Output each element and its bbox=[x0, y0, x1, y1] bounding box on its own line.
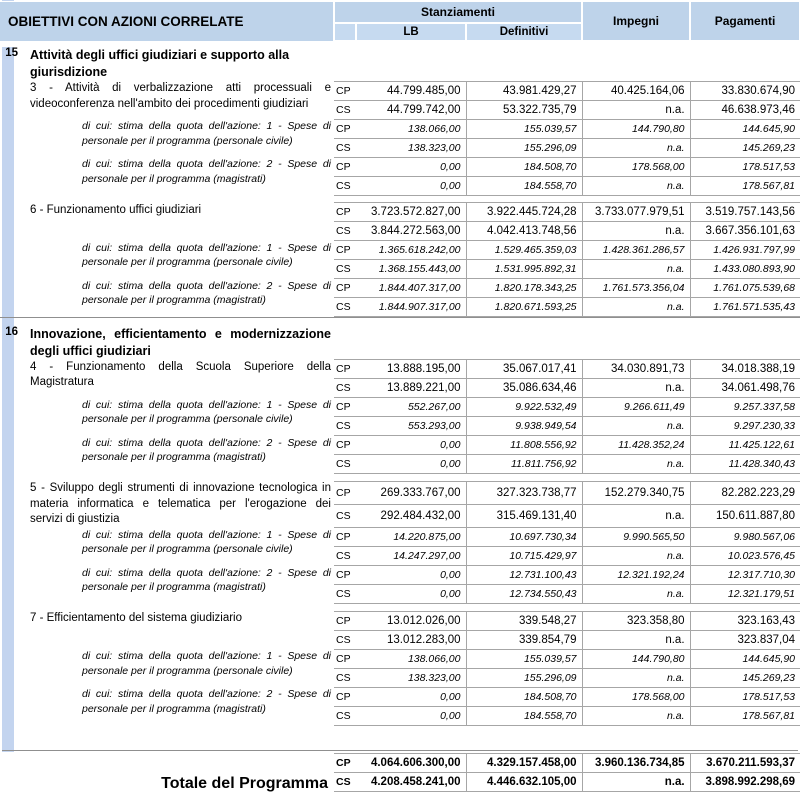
row-number-spacer bbox=[0, 81, 22, 119]
sub-item-text: di cui: stima della quota dell'azione: 1 - Spese di personale per il programma (personale civile) bbox=[82, 528, 331, 555]
value-cell: 11.811.756,92 bbox=[466, 455, 582, 474]
action-title bbox=[22, 611, 334, 649]
value-cell: n.a. bbox=[582, 417, 690, 436]
total-number-spacer bbox=[0, 754, 22, 792]
value-cell: 11.428.352,24 bbox=[582, 436, 690, 455]
value-cell: 12.321.179,51 bbox=[690, 585, 800, 604]
value-cell: 3.519.757.143,56 bbox=[690, 203, 800, 222]
value-cell: n.a. bbox=[582, 668, 690, 687]
sub-item-title bbox=[22, 157, 334, 195]
value-cell: 339.548,27 bbox=[466, 611, 582, 630]
value-cell: n.a. bbox=[582, 176, 690, 195]
sub-item-title bbox=[22, 119, 334, 157]
sub-item-text: di cui: stima della quota dell'azione: 2 - Spese di personale per il programma (magistrati) bbox=[82, 436, 331, 463]
spacer-cell bbox=[0, 740, 800, 747]
value-cell: 1.844.407.317,00 bbox=[356, 279, 466, 298]
cp-cs-label: CP bbox=[334, 119, 356, 138]
spacer-cell bbox=[0, 604, 800, 611]
value-cell: 0,00 bbox=[356, 436, 466, 455]
value-cell: 145.269,23 bbox=[690, 668, 800, 687]
cp-cs-label: CP bbox=[334, 81, 356, 100]
value-cell: 3.922.445.724,28 bbox=[466, 203, 582, 222]
value-cell: 0,00 bbox=[356, 706, 466, 725]
value-cell: 34.018.388,19 bbox=[690, 360, 800, 379]
row-number-spacer bbox=[0, 649, 22, 687]
sub-item-title bbox=[22, 528, 334, 566]
section-title bbox=[22, 47, 334, 81]
row-number-spacer bbox=[0, 481, 22, 528]
cp-cs-label: CP bbox=[334, 157, 356, 176]
table-row bbox=[0, 528, 800, 547]
header-pagamenti: Pagamenti bbox=[690, 1, 800, 41]
row-number-spacer bbox=[0, 279, 22, 317]
sub-item-text: di cui: stima della quota dell'azione: 2 - Spese di personale per il programma (magistrati) bbox=[82, 566, 331, 593]
cp-cs-label: CP bbox=[334, 481, 356, 504]
section-header-row bbox=[0, 47, 800, 81]
sub-item-text: di cui: stima della quota dell'azione: 1 - Spese di personale per il programma (personale civile) bbox=[82, 650, 331, 677]
value-cell: 1.531.995.892,31 bbox=[466, 260, 582, 279]
table-header bbox=[0, 1, 800, 41]
spacer-cell bbox=[0, 318, 800, 326]
row-number-spacer bbox=[0, 687, 22, 725]
cp-cs-label: CS bbox=[334, 773, 356, 792]
value-cell: 12.321.192,24 bbox=[582, 566, 690, 585]
value-cell: 1.761.075.539,68 bbox=[690, 279, 800, 298]
action-title bbox=[22, 203, 334, 241]
row-number-spacer bbox=[0, 436, 22, 474]
value-cell: 1.426.931.797,99 bbox=[690, 241, 800, 260]
value-cell: 1.820.178.343,25 bbox=[466, 279, 582, 298]
value-cell: 138.066,00 bbox=[356, 119, 466, 138]
cp-cs-label: CS bbox=[334, 585, 356, 604]
value-cell: 9.938.949,54 bbox=[466, 417, 582, 436]
row-number-spacer bbox=[0, 203, 22, 241]
header-row-top bbox=[0, 1, 800, 23]
cp-cs-label: CP bbox=[334, 398, 356, 417]
value-cell: 315.469.131,40 bbox=[466, 504, 582, 527]
table-row bbox=[0, 241, 800, 260]
value-cell: 13.889.221,00 bbox=[356, 379, 466, 398]
closer-rule bbox=[334, 792, 800, 793]
value-cell: 144.645,90 bbox=[690, 649, 800, 668]
value-cell: 1.761.571.535,43 bbox=[690, 298, 800, 317]
row-number-spacer bbox=[0, 566, 22, 604]
value-cell: 1.844.907.317,00 bbox=[356, 298, 466, 317]
cp-cs-label: CP bbox=[334, 241, 356, 260]
spacer-cell bbox=[0, 733, 800, 740]
total-gap-1 bbox=[0, 726, 800, 733]
value-cell: 4.064.606.300,00 bbox=[356, 754, 466, 773]
value-cell: 178.517,53 bbox=[690, 687, 800, 706]
value-cell: 53.322.735,79 bbox=[466, 100, 582, 119]
section-header-row bbox=[0, 326, 800, 360]
cp-cs-label: CP bbox=[334, 279, 356, 298]
value-cell: 9.297.230,33 bbox=[690, 417, 800, 436]
value-cell: 3.723.572.827,00 bbox=[356, 203, 466, 222]
value-cell: 0,00 bbox=[356, 585, 466, 604]
value-cell: 1.368.155.443,00 bbox=[356, 260, 466, 279]
cp-cs-label: CS bbox=[334, 668, 356, 687]
value-cell: 1.433.080.893,90 bbox=[690, 260, 800, 279]
value-cell: 184.558,70 bbox=[466, 176, 582, 195]
value-cell: 1.428.361.286,57 bbox=[582, 241, 690, 260]
bottom-rule bbox=[2, 750, 798, 751]
value-cell: 178.568,00 bbox=[582, 157, 690, 176]
value-cell: 144.790,80 bbox=[582, 119, 690, 138]
value-cell: 323.837,04 bbox=[690, 630, 800, 649]
value-cell: 1.365.618.242,00 bbox=[356, 241, 466, 260]
value-cell: 1.761.573.356,04 bbox=[582, 279, 690, 298]
section-pad bbox=[334, 47, 800, 81]
value-cell: 13.888.195,00 bbox=[356, 360, 466, 379]
header-lb: LB bbox=[356, 23, 466, 41]
value-cell: n.a. bbox=[582, 298, 690, 317]
sub-item-title bbox=[22, 241, 334, 279]
spacer-cell bbox=[0, 196, 800, 203]
sub-item-text: di cui: stima della quota dell'azione: 1 - Spese di personale per il programma (personale civile) bbox=[82, 398, 331, 425]
row-number-spacer bbox=[0, 528, 22, 566]
table-row bbox=[0, 611, 800, 630]
value-cell: 1.529.465.359,03 bbox=[466, 241, 582, 260]
cp-cs-label: CS bbox=[334, 706, 356, 725]
section-title-text: Attività degli uffici giudiziari e supporto alla giurisdizione bbox=[30, 48, 290, 79]
table-row bbox=[0, 360, 800, 379]
cp-cs-label: CP bbox=[334, 566, 356, 585]
cp-cs-label: CS bbox=[334, 260, 356, 279]
cp-cs-label: CS bbox=[334, 138, 356, 157]
action-title bbox=[22, 481, 334, 528]
sub-item-title bbox=[22, 566, 334, 604]
table-row bbox=[0, 279, 800, 298]
value-cell: 339.854,79 bbox=[466, 630, 582, 649]
action-gap bbox=[0, 604, 800, 611]
table-body bbox=[0, 41, 800, 792]
value-cell: 292.484.432,00 bbox=[356, 504, 466, 527]
value-cell: n.a. bbox=[582, 773, 690, 792]
cp-cs-label: CP bbox=[334, 687, 356, 706]
value-cell: 0,00 bbox=[356, 566, 466, 585]
row-number-spacer bbox=[0, 119, 22, 157]
table-row bbox=[0, 649, 800, 668]
action-gap bbox=[0, 474, 800, 481]
value-cell: 9.922.532,49 bbox=[466, 398, 582, 417]
value-cell: n.a. bbox=[582, 100, 690, 119]
value-cell: 9.266.611,49 bbox=[582, 398, 690, 417]
action-title bbox=[22, 360, 334, 398]
cp-cs-label: CP bbox=[334, 528, 356, 547]
cp-cs-label: CS bbox=[334, 504, 356, 527]
value-cell: 269.333.767,00 bbox=[356, 481, 466, 504]
value-cell: 144.645,90 bbox=[690, 119, 800, 138]
total-gap-2 bbox=[0, 733, 800, 740]
value-cell: 40.425.164,06 bbox=[582, 81, 690, 100]
cp-cs-label: CS bbox=[334, 176, 356, 195]
row-number-spacer bbox=[0, 398, 22, 436]
value-cell: n.a. bbox=[582, 504, 690, 527]
header-spacer-cpcs bbox=[334, 23, 356, 41]
cp-cs-label: CS bbox=[334, 100, 356, 119]
row-number-spacer bbox=[0, 611, 22, 649]
table-row bbox=[0, 398, 800, 417]
cp-cs-label: CS bbox=[334, 222, 356, 241]
action-title-text: 4 - Funzionamento della Scuola Superiore della Magistratura bbox=[30, 360, 331, 388]
sub-item-title bbox=[22, 687, 334, 725]
table-row bbox=[0, 203, 800, 222]
sub-item-title bbox=[22, 279, 334, 317]
spacer-cell bbox=[0, 726, 800, 733]
total-label bbox=[22, 754, 334, 792]
table-row bbox=[0, 754, 800, 773]
spacer-cell bbox=[0, 474, 800, 481]
cp-cs-label: CP bbox=[334, 360, 356, 379]
value-cell: 9.990.565,50 bbox=[582, 528, 690, 547]
value-cell: 553.293,00 bbox=[356, 417, 466, 436]
value-cell: 184.508,70 bbox=[466, 157, 582, 176]
cp-cs-label: CP bbox=[334, 203, 356, 222]
value-cell: n.a. bbox=[582, 379, 690, 398]
value-cell: 152.279.340,75 bbox=[582, 481, 690, 504]
table-row bbox=[0, 687, 800, 706]
value-cell: 155.296,09 bbox=[466, 668, 582, 687]
value-cell: 155.296,09 bbox=[466, 138, 582, 157]
value-cell: 178.567,81 bbox=[690, 176, 800, 195]
value-cell: 4.042.413.748,56 bbox=[466, 222, 582, 241]
action-title-text: 7 - Efficientamento del sistema giudiziario bbox=[30, 612, 243, 624]
table-row bbox=[0, 566, 800, 585]
value-cell: 3.960.136.734,85 bbox=[582, 754, 690, 773]
value-cell: 9.257.337,58 bbox=[690, 398, 800, 417]
header-impegni: Impegni bbox=[582, 1, 690, 41]
value-cell: 0,00 bbox=[356, 176, 466, 195]
cp-cs-label: CP bbox=[334, 611, 356, 630]
value-cell: 12.734.550,43 bbox=[466, 585, 582, 604]
section-number: 16 bbox=[5, 325, 18, 338]
value-cell: 327.323.738,77 bbox=[466, 481, 582, 504]
value-cell: 11.425.122,61 bbox=[690, 436, 800, 455]
action-gap bbox=[0, 196, 800, 203]
value-cell: 150.611.887,80 bbox=[690, 504, 800, 527]
value-cell: 35.086.634,46 bbox=[466, 379, 582, 398]
action-title bbox=[22, 81, 334, 119]
cp-cs-label: CP bbox=[334, 754, 356, 773]
sub-item-text: di cui: stima della quota dell'azione: 2 - Spese di personale per il programma (magistrati) bbox=[82, 688, 331, 715]
sub-item-text: di cui: stima della quota dell'azione: 2 - Spese di personale per il programma (magistrati) bbox=[82, 279, 331, 306]
value-cell: 3.670.211.593,37 bbox=[690, 754, 800, 773]
sub-item-title bbox=[22, 649, 334, 687]
cp-cs-label: CS bbox=[334, 417, 356, 436]
value-cell: 34.061.498,76 bbox=[690, 379, 800, 398]
value-cell: 138.323,00 bbox=[356, 138, 466, 157]
cp-cs-label: CS bbox=[334, 630, 356, 649]
section-pad bbox=[334, 326, 800, 360]
value-cell: 178.567,81 bbox=[690, 706, 800, 725]
sub-item-text: di cui: stima della quota dell'azione: 1 - Spese di personale per il programma (personale civile) bbox=[82, 120, 331, 147]
value-cell: 10.697.730,34 bbox=[466, 528, 582, 547]
sub-item-title bbox=[22, 436, 334, 474]
value-cell: 0,00 bbox=[356, 687, 466, 706]
value-cell: 178.517,53 bbox=[690, 157, 800, 176]
value-cell: 4.329.157.458,00 bbox=[466, 754, 582, 773]
value-cell: 11.428.340,43 bbox=[690, 455, 800, 474]
value-cell: 43.981.429,27 bbox=[466, 81, 582, 100]
cp-cs-label: CP bbox=[334, 436, 356, 455]
value-cell: 184.558,70 bbox=[466, 706, 582, 725]
table-row bbox=[0, 81, 800, 100]
value-cell: 155.039,57 bbox=[466, 119, 582, 138]
value-cell: 12.317.710,30 bbox=[690, 566, 800, 585]
value-cell: n.a. bbox=[582, 222, 690, 241]
sub-item-text: di cui: stima della quota dell'azione: 2 - Spese di personale per il programma (magistrati) bbox=[82, 158, 331, 185]
value-cell: 33.830.674,90 bbox=[690, 81, 800, 100]
header-stanziamenti-group: Stanziamenti bbox=[334, 1, 582, 23]
value-cell: 3.898.992.298,69 bbox=[690, 773, 800, 792]
total-closing-rule bbox=[0, 792, 800, 793]
action-title-text: 5 - Sviluppo degli strumenti di innovazione tecnologica in materia informatica e telematica per l'erogazione dei servizi di giustizia bbox=[30, 482, 331, 525]
value-cell: 10.715.429,97 bbox=[466, 547, 582, 566]
value-cell: 138.323,00 bbox=[356, 668, 466, 687]
section-divider bbox=[0, 318, 800, 326]
value-cell: n.a. bbox=[582, 138, 690, 157]
value-cell: 3.667.356.101,63 bbox=[690, 222, 800, 241]
row-number-spacer bbox=[0, 157, 22, 195]
section-title-text: Innovazione, efficientamento e modernizzazione degli uffici giudiziari bbox=[30, 326, 331, 358]
value-cell: 10.023.576,45 bbox=[690, 547, 800, 566]
value-cell: 46.638.973,46 bbox=[690, 100, 800, 119]
value-cell: 13.012.026,00 bbox=[356, 611, 466, 630]
value-cell: n.a. bbox=[582, 585, 690, 604]
sub-item-text: di cui: stima della quota dell'azione: 1 - Spese di personale per il programma (personale civile) bbox=[82, 241, 331, 268]
value-cell: 0,00 bbox=[356, 157, 466, 176]
row-number-spacer bbox=[0, 360, 22, 398]
value-cell: 552.267,00 bbox=[356, 398, 466, 417]
value-cell: 11.808.556,92 bbox=[466, 436, 582, 455]
table-row bbox=[0, 436, 800, 455]
value-cell: 4.446.632.105,00 bbox=[466, 773, 582, 792]
value-cell: n.a. bbox=[582, 706, 690, 725]
total-gap-3 bbox=[0, 740, 800, 747]
value-cell: 14.247.297,00 bbox=[356, 547, 466, 566]
value-cell: 3.844.272.563,00 bbox=[356, 222, 466, 241]
action-title-text: 3 - Attività di verbalizzazione atti processuali e videoconferenza nell'ambito dei procedimenti giudiziari bbox=[30, 82, 331, 110]
value-cell: 44.799.485,00 bbox=[356, 81, 466, 100]
value-cell: 12.731.100,43 bbox=[466, 566, 582, 585]
value-cell: 138.066,00 bbox=[356, 649, 466, 668]
cp-cs-label: CS bbox=[334, 379, 356, 398]
total-label-text: Totale del Programma bbox=[161, 775, 328, 792]
value-cell: 178.568,00 bbox=[582, 687, 690, 706]
value-cell: 44.799.742,00 bbox=[356, 100, 466, 119]
value-cell: 9.980.567,06 bbox=[690, 528, 800, 547]
table-row bbox=[0, 481, 800, 504]
header-definitivi: Definitivi bbox=[466, 23, 582, 41]
row-number-spacer bbox=[0, 241, 22, 279]
value-cell: 82.282.223,29 bbox=[690, 481, 800, 504]
action-title-text: 6 - Funzionamento uffici giudiziari bbox=[30, 203, 202, 216]
value-cell: 4.208.458.241,00 bbox=[356, 773, 466, 792]
value-cell: 323.358,80 bbox=[582, 611, 690, 630]
value-cell: 155.039,57 bbox=[466, 649, 582, 668]
value-cell: n.a. bbox=[582, 547, 690, 566]
sub-item-title bbox=[22, 398, 334, 436]
value-cell: 145.269,23 bbox=[690, 138, 800, 157]
cp-cs-label: CP bbox=[334, 649, 356, 668]
table-row bbox=[0, 119, 800, 138]
value-cell: 14.220.875,00 bbox=[356, 528, 466, 547]
value-cell: 1.820.671.593,25 bbox=[466, 298, 582, 317]
value-cell: n.a. bbox=[582, 455, 690, 474]
value-cell: 34.030.891,73 bbox=[582, 360, 690, 379]
value-cell: 184.508,70 bbox=[466, 687, 582, 706]
cp-cs-label: CS bbox=[334, 455, 356, 474]
cp-cs-label: CS bbox=[334, 298, 356, 317]
value-cell: 3.733.077.979,51 bbox=[582, 203, 690, 222]
value-cell: 13.012.283,00 bbox=[356, 630, 466, 649]
table-row bbox=[0, 157, 800, 176]
section-number: 15 bbox=[5, 47, 18, 59]
header-objectives-title: OBIETTIVI CON AZIONI CORRELATE bbox=[0, 1, 334, 41]
value-cell: 144.790,80 bbox=[582, 649, 690, 668]
value-cell: n.a. bbox=[582, 260, 690, 279]
value-cell: 0,00 bbox=[356, 455, 466, 474]
cp-cs-label: CS bbox=[334, 547, 356, 566]
value-cell: 323.163,43 bbox=[690, 611, 800, 630]
section-title bbox=[22, 326, 334, 360]
value-cell: 35.067.017,41 bbox=[466, 360, 582, 379]
value-cell: n.a. bbox=[582, 630, 690, 649]
